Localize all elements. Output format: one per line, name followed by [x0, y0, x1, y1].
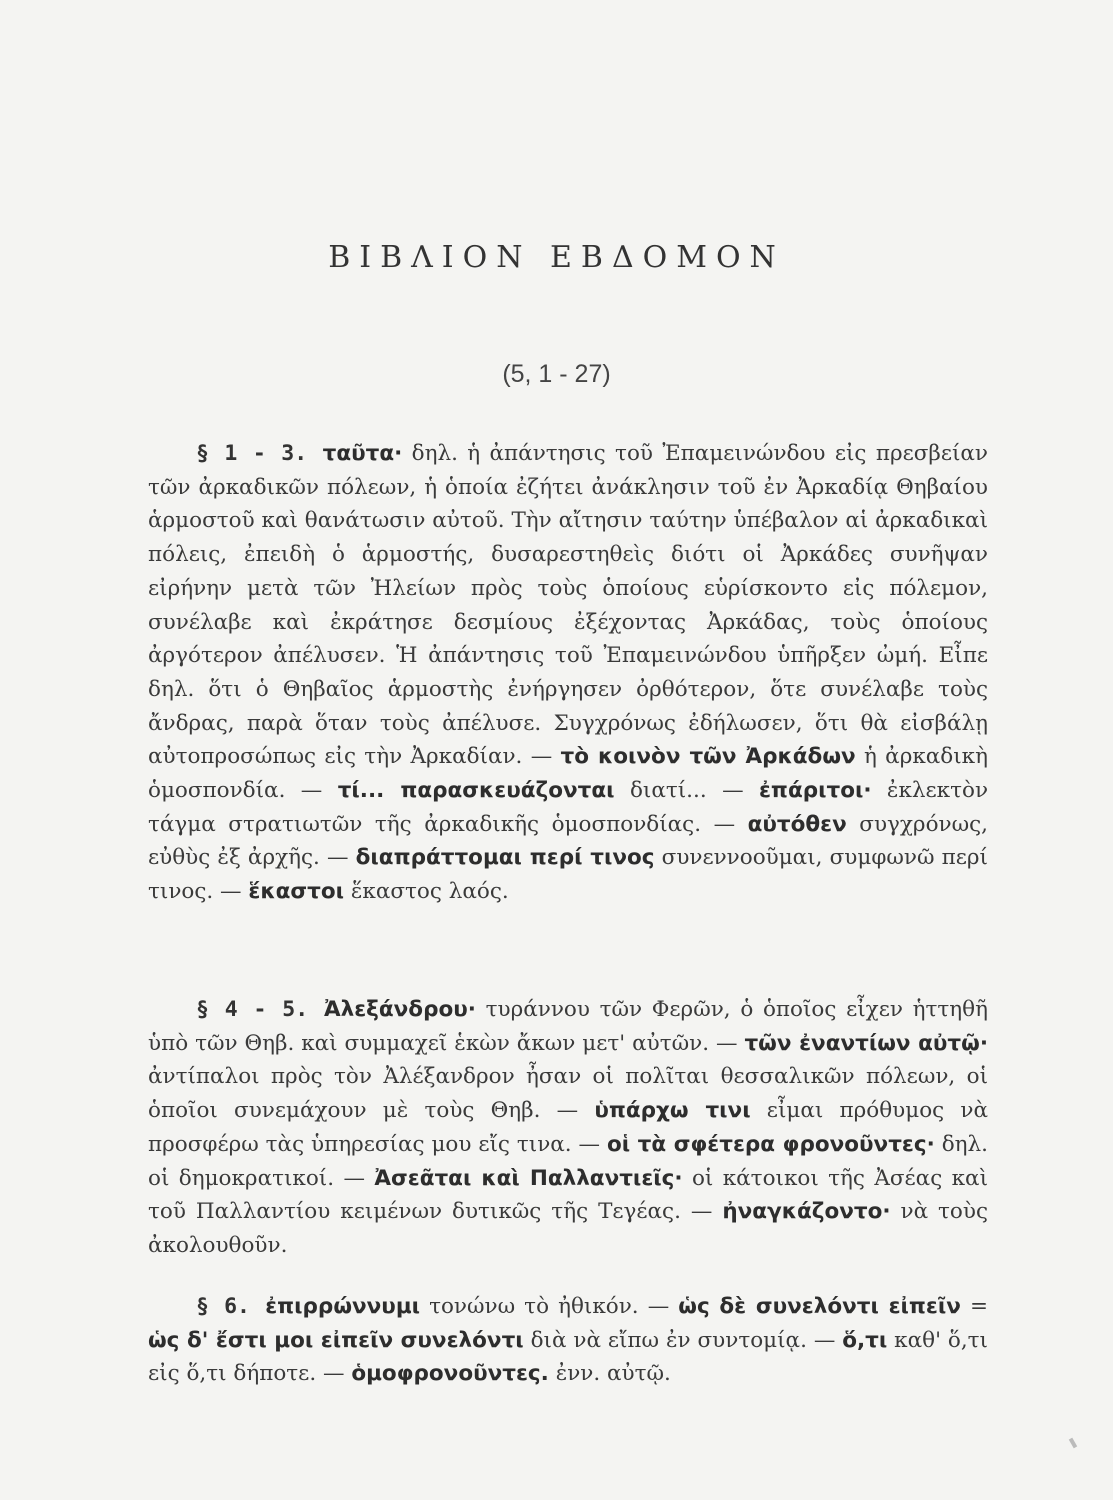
lemma-term: Ἀλεξάνδρου·	[323, 997, 476, 1022]
section-number: § 1 - 3.	[196, 441, 323, 466]
gloss-text: ἀντίπαλοι πρὸς τὸν Ἀλέξανδρον ἦσαν οἱ πολῖται θεσσαλικῶν πόλεων, οἱ ὁποῖοι συνεμάχουν μὲ τοὺς Θηβ. —	[148, 1064, 988, 1124]
lemma-term: ταῦτα·	[322, 441, 403, 466]
gloss-text: =	[960, 1294, 988, 1319]
gloss-text: ἡ ἀρκαδικὴ ὁμοσπονδία. —	[148, 744, 988, 804]
gloss-text: ἐκλεκτὸν τάγμα στρατιωτῶν τῆς ἀρκαδικῆς ὁμοσπονδίας. —	[148, 778, 989, 837]
commentary-paragraph	[148, 437, 988, 909]
gloss-text: συγχρόνως, εὐθὺς ἐξ ἀρχῆς. —	[148, 811, 988, 871]
page-subtitle: (5, 1 - 27)	[502, 360, 611, 388]
lemma-term: αὐτόθεν	[747, 811, 847, 837]
gloss-text: διατί... —	[614, 778, 759, 804]
gloss-text: συνεννοοῦμαι, συμφωνῶ περί τινος. —	[148, 845, 988, 905]
gloss-text: οἱ κάτοικοι τῆς Ἀσέας καὶ τοῦ Παλλαντίου κειμένων δυτικῶς τῆς Τεγέας. —	[148, 1165, 989, 1225]
lemma-term: τὸ κοινὸν τῶν Ἀρκάδων	[560, 744, 856, 770]
page-mark	[1069, 1438, 1077, 1449]
lemma-term: ὑπάρχω τινι	[594, 1098, 751, 1124]
gloss-text: εἶμαι πρόθυμος νὰ προσφέρω τὰς ὑπηρεσίας μου εἴς τινα. —	[148, 1098, 988, 1157]
gloss-text: διὰ νὰ εἴπω ἐν συντομίᾳ. —	[523, 1327, 843, 1353]
commentary-paragraph	[148, 1290, 988, 1391]
lemma-term: ἠναγκάζοντο·	[722, 1199, 891, 1225]
gloss-text: καθ' ὅ,τι εἰς ὅ,τι δήποτε. —	[148, 1327, 988, 1387]
lemma-term: ὁμοφρονοῦντες.	[351, 1361, 549, 1387]
lemma-term: ὡς δ' ἔστι μοι εἰπεῖν συνελόντι	[148, 1327, 524, 1353]
lemma-term: ὡς δὲ συνελόντι εἰπεῖν	[678, 1294, 961, 1319]
gloss-text: ἕκαστος λαός.	[344, 879, 509, 905]
gloss-text: τονώνω τὸ ἠθικόν. —	[420, 1294, 679, 1319]
lemma-term: ἐπιρρώννυμι	[265, 1294, 421, 1319]
section-number: § 6.	[196, 1294, 266, 1319]
gloss-text: τυράννου τῶν Φερῶν, ὁ ὁποῖος εἶχεν ἡττηθῆ ὑπὸ τῶν Θηβ. καὶ συμμαχεῖ ἑκὼν ἄκων μετ' αὐτῶν. —	[148, 997, 988, 1056]
lemma-term: ὅ,τι	[842, 1327, 888, 1353]
page-title: ΒΙΒΛΙΟΝ ΕΒΔΟΜΟΝ	[328, 240, 785, 275]
section-number: § 4 - 5.	[196, 997, 324, 1022]
gloss-text: ἐνν. αὐτῷ.	[548, 1361, 671, 1387]
lemma-term: Ἀσεᾶται καὶ Παλλαντιεῖς·	[374, 1165, 683, 1191]
lemma-term: τῶν ἐναντίων αὐτῷ·	[744, 1030, 988, 1056]
lemma-term: οἱ τὰ σφέτερα φρονοῦντες·	[606, 1131, 935, 1157]
lemma-term: ἕκαστοι	[248, 879, 345, 905]
lemma-term: διαπράττομαι περί τινος	[355, 845, 655, 871]
gloss-text: δηλ. ἡ ἀπάντησις τοῦ Ἐπαμεινώνδου εἰς πρεσβείαν τῶν ἀρκαδικῶν πόλεων, ἡ ὁποία ἐζήτει ἀνάκλησιν τοῦ ἐν Ἀρκαδίᾳ Θηβαίου ἁρμοστοῦ καὶ θανάτωσιν αὐτοῦ. Τὴν αἴτησιν ταύτην ὑπέβαλον αἱ ἀρκαδικαὶ πόλεις, ἐπειδὴ ὁ ἁρμοστής, δυσαρεστηθεὶς διότι οἱ Ἀρκάδες συνῆψαν εἰρήνην μετὰ τῶν Ἠλείων πρὸς τοὺς ὁποίους εὑρίσκοντο εἰς πόλεμον, συνέλαβε καὶ ἐκράτησε δεσμίους ἐξέχοντας Ἀρκάδας, τοὺς ὁποίους ἀργότερον ἀπέλυσεν. Ἡ ἀπάντησις τοῦ Ἐπαμεινώνδου ὑπῆρξεν ὠμή. Εἶπε δηλ. ὅτι ὁ Θηβαῖος ἁρμοστὴς ἐνήργησεν ὀρθότερον, ὅτε συνέλαβε τοὺς ἄνδρας, παρὰ ὅταν τοὺς ἀπέλυσε. Συγχρόνως ἐδήλωσεν, ὅτι θὰ εἰσβάλῃ αὐτοπροσώπως εἰς τὴν Ἀρκαδίαν. —	[148, 441, 988, 770]
lemma-term: ἐπάριτοι·	[758, 778, 872, 804]
gloss-text: νὰ τοὺς ἀκολουθοῦν.	[148, 1199, 988, 1258]
lemma-term: τί... παρασκευάζονται	[337, 778, 615, 804]
gloss-text: δηλ. οἱ δημοκρατικοί. —	[148, 1131, 988, 1191]
commentary-paragraph	[148, 993, 988, 1263]
